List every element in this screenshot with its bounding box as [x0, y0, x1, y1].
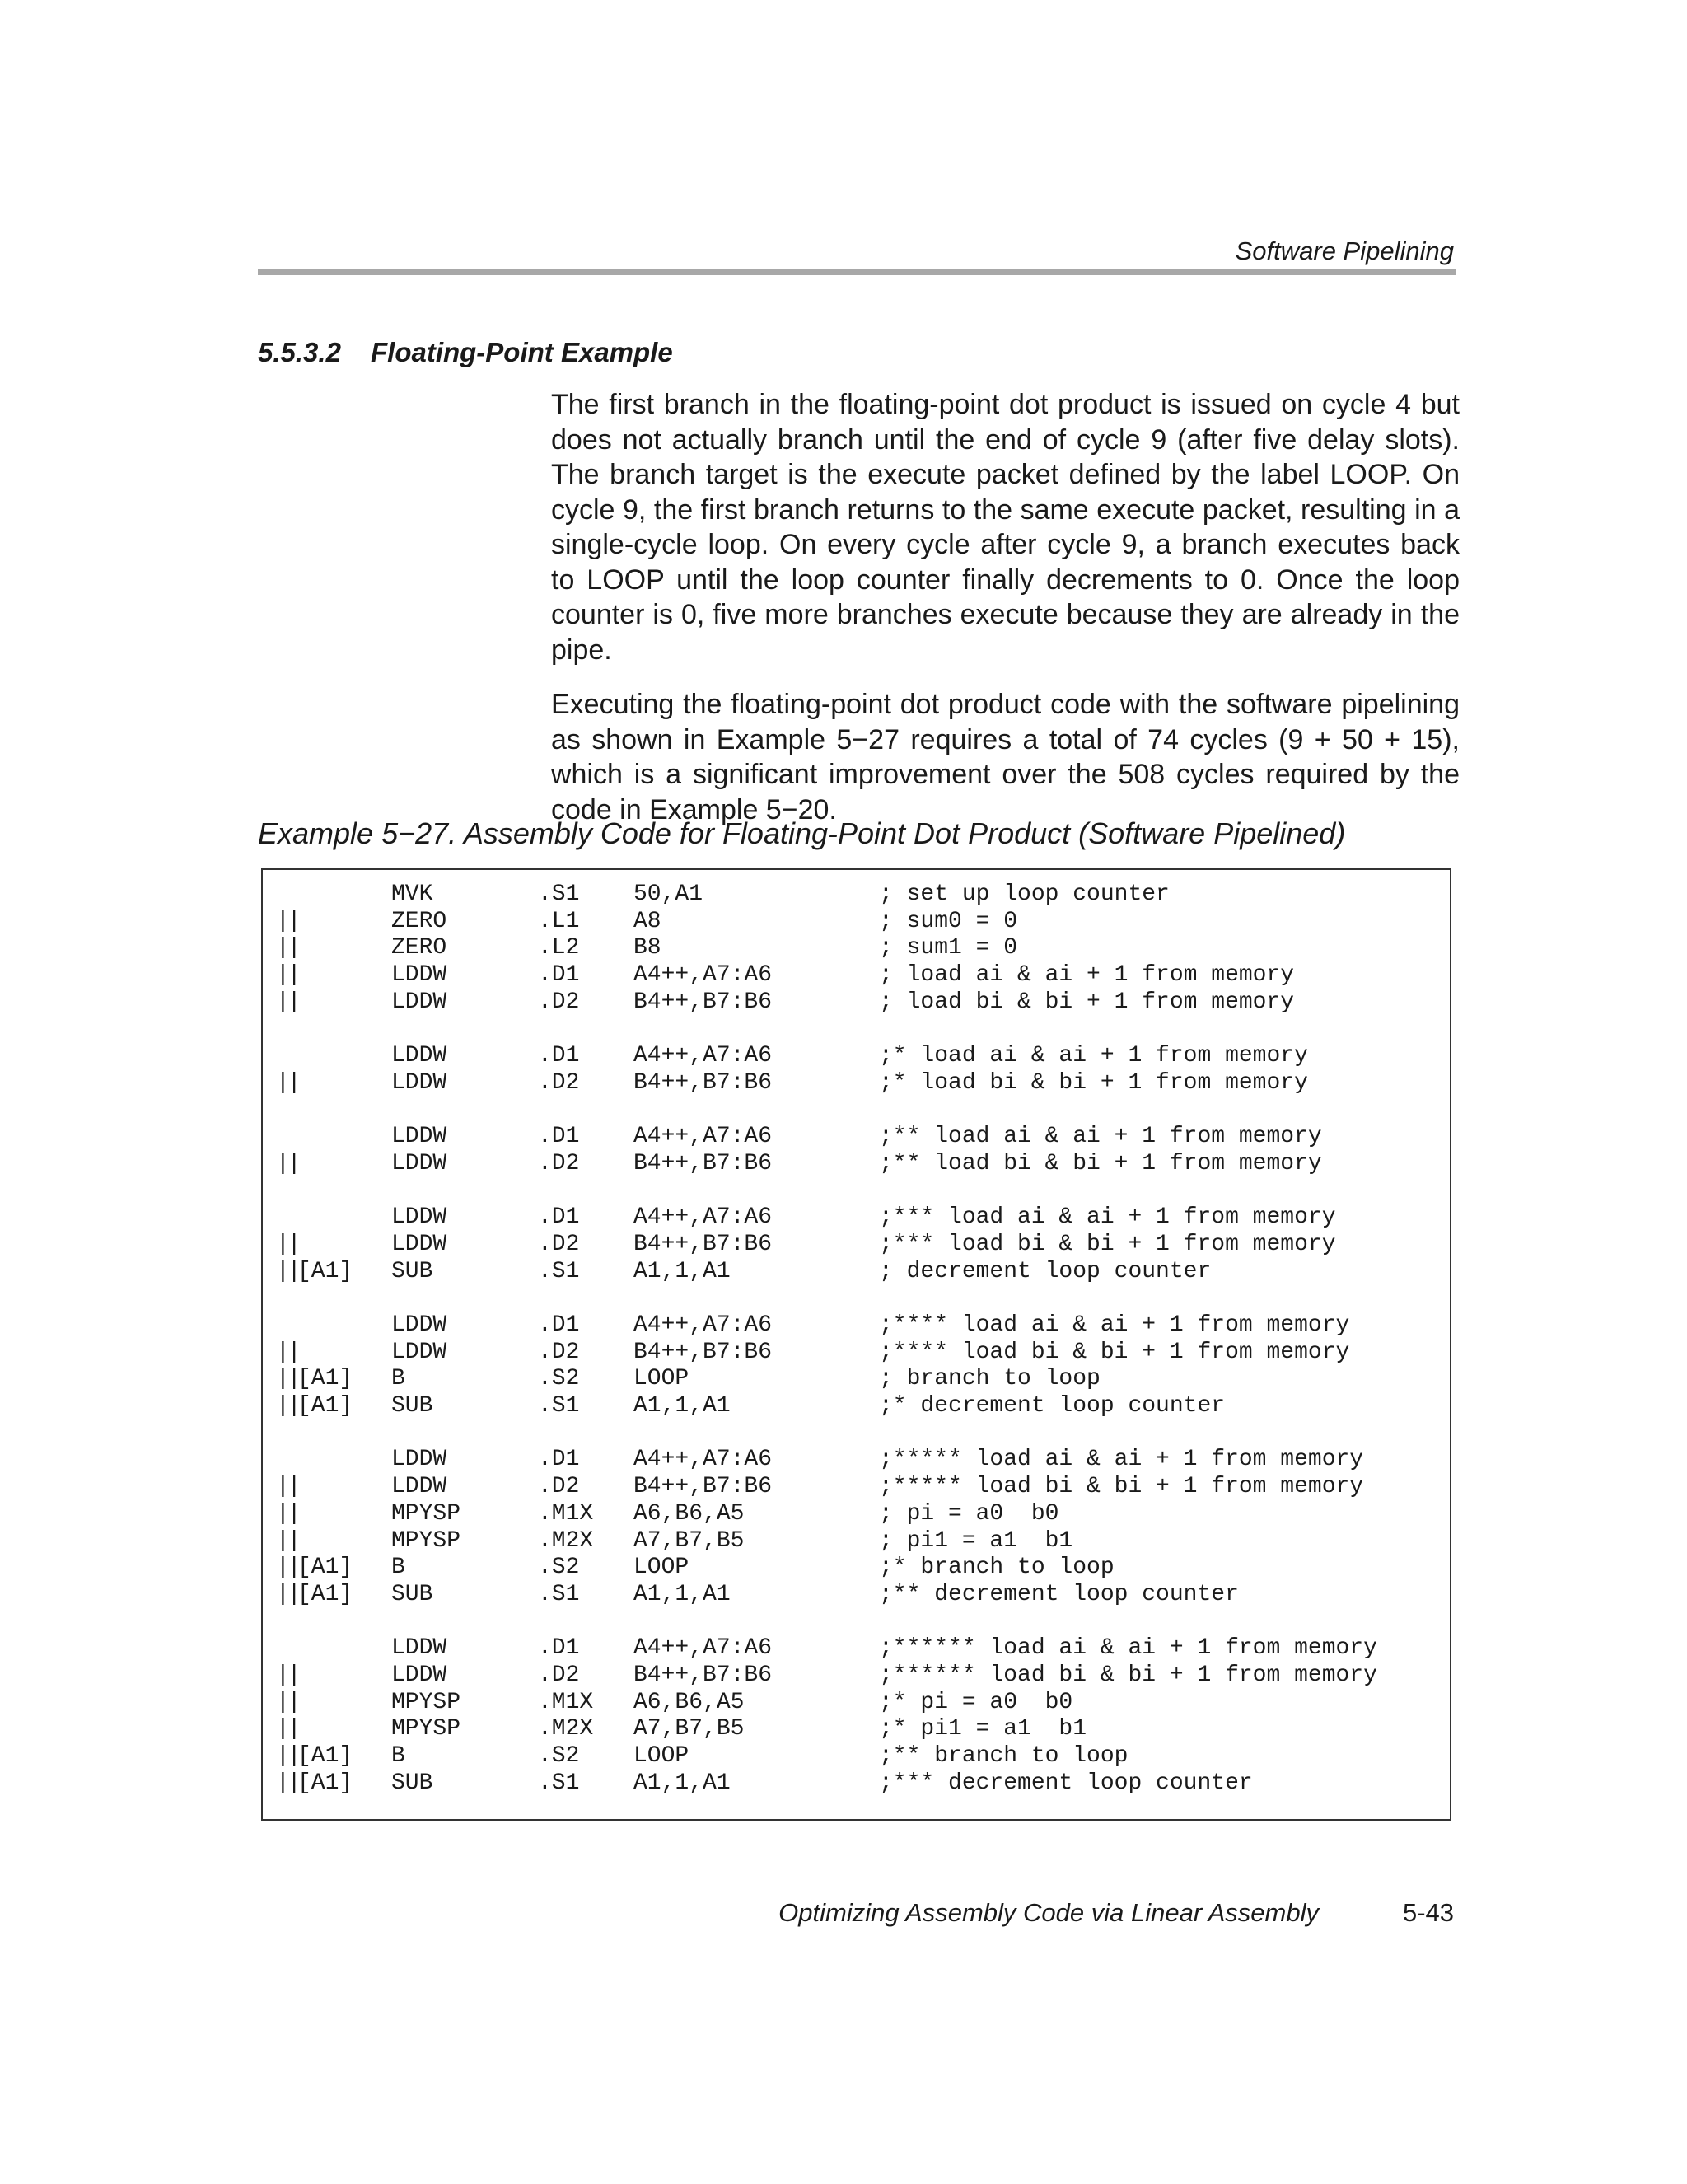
- header-rule: [258, 269, 1456, 275]
- code-comment: ; pi = a0 b0: [879, 1500, 1059, 1527]
- opcode: B: [391, 1366, 405, 1392]
- functional-unit: .S1: [538, 1770, 580, 1796]
- operands: B4++,B7:B6: [633, 989, 773, 1015]
- section-title: Floating-Point Example: [371, 337, 673, 367]
- functional-unit: .D2: [538, 1069, 580, 1096]
- functional-unit: .D2: [538, 1339, 580, 1365]
- code-comment: ;**** load bi & bi + 1 from memory: [879, 1339, 1350, 1365]
- operands: A4++,A7:A6: [633, 1043, 773, 1069]
- opcode: SUB: [391, 1258, 433, 1284]
- opcode: ZERO: [391, 935, 447, 961]
- opcode: LDDW: [391, 1204, 447, 1231]
- code-comment: ; decrement loop counter: [879, 1258, 1212, 1284]
- code-comment: ; branch to loop: [879, 1366, 1101, 1392]
- code-comment: ; load ai & ai + 1 from memory: [879, 962, 1295, 989]
- code-comment: ;* load ai & ai + 1 from memory: [879, 1043, 1308, 1069]
- code-comment: ;****** load bi & bi + 1 from memory: [879, 1662, 1377, 1688]
- opcode: LDDW: [391, 962, 447, 989]
- code-comment: ;*** decrement loop counter: [879, 1770, 1253, 1796]
- code-comment: ;* decrement loop counter: [879, 1393, 1226, 1419]
- operands: LOOP: [633, 1555, 689, 1581]
- code-comment: ;** decrement loop counter: [879, 1581, 1239, 1607]
- opcode: ZERO: [391, 908, 447, 934]
- section-heading: [258, 336, 673, 369]
- opcode: LDDW: [391, 1150, 447, 1176]
- opcode: LDDW: [391, 989, 447, 1015]
- functional-unit: .D1: [538, 1447, 580, 1473]
- opcode: MPYSP: [391, 1689, 461, 1715]
- parallel-bars: ||: [276, 1366, 299, 1392]
- opcode: SUB: [391, 1770, 433, 1796]
- section-number: 5.5.3.2: [258, 337, 341, 367]
- code-comment: ;** load bi & bi + 1 from memory: [879, 1150, 1322, 1176]
- functional-unit: .M1X: [538, 1500, 594, 1527]
- functional-unit: .L1: [538, 908, 580, 934]
- parallel-bars: ||: [276, 1069, 299, 1096]
- functional-unit: .S2: [538, 1366, 580, 1392]
- opcode: MPYSP: [391, 1527, 461, 1554]
- parallel-bars: ||: [276, 989, 299, 1015]
- code-comment: ;** branch to loop: [879, 1743, 1129, 1769]
- parallel-bars: ||: [276, 908, 299, 934]
- functional-unit: .D2: [538, 1150, 580, 1176]
- parallel-bars: ||: [276, 962, 299, 989]
- opcode: B: [391, 1555, 405, 1581]
- code-comment: ;***** load ai & ai + 1 from memory: [879, 1447, 1364, 1473]
- operands: B4++,B7:B6: [633, 1339, 773, 1365]
- opcode: MPYSP: [391, 1716, 461, 1742]
- code-comment: ;****** load ai & ai + 1 from memory: [879, 1635, 1377, 1662]
- code-comment: ;***** load bi & bi + 1 from memory: [879, 1474, 1364, 1500]
- functional-unit: .D2: [538, 989, 580, 1015]
- functional-unit: .S1: [538, 1393, 580, 1419]
- functional-unit: .M2X: [538, 1527, 594, 1554]
- code-comment: ;* pi1 = a1 b1: [879, 1716, 1087, 1742]
- code-comment: ;* branch to loop: [879, 1555, 1115, 1581]
- parallel-bars: ||: [276, 1662, 299, 1688]
- functional-unit: .D2: [538, 1474, 580, 1500]
- functional-unit: .D1: [538, 1312, 580, 1338]
- code-comment: ; sum0 = 0: [879, 908, 1018, 934]
- predicate: [A1]: [297, 1393, 353, 1419]
- functional-unit: .S2: [538, 1743, 580, 1769]
- parallel-bars: ||: [276, 1500, 299, 1527]
- code-comment: ;** load ai & ai + 1 from memory: [879, 1124, 1322, 1150]
- operands: A7,B7,B5: [633, 1527, 745, 1554]
- opcode: LDDW: [391, 1474, 447, 1500]
- parallel-bars: ||: [276, 1339, 299, 1365]
- parallel-bars: ||: [276, 1581, 299, 1607]
- paragraph: Executing the floating-point dot product code with the software pipelining as shown in Example 5−27 requires a total of 74 cycles (9 + 50 + 15), which is a significant improvement over the 508 cycles required by the code in Example 5−20.: [551, 689, 1460, 825]
- predicate: [A1]: [297, 1366, 353, 1392]
- parallel-bars: ||: [276, 1770, 299, 1796]
- code-comment: ; set up loop counter: [879, 882, 1170, 907]
- parallel-bars: ||: [276, 1258, 299, 1284]
- functional-unit: .L2: [538, 935, 580, 961]
- functional-unit: .M2X: [538, 1716, 594, 1742]
- opcode: SUB: [391, 1393, 433, 1419]
- predicate: [A1]: [297, 1555, 353, 1581]
- code-listing: [261, 868, 1451, 1821]
- operands: A7,B7,B5: [633, 1716, 745, 1742]
- parallel-bars: ||: [276, 1555, 299, 1581]
- opcode: LDDW: [391, 1069, 447, 1096]
- footer-chapter-title: Optimizing Assembly Code via Linear Assembly: [778, 1898, 1319, 1927]
- functional-unit: .D1: [538, 962, 580, 989]
- operands: B8: [633, 935, 661, 961]
- operands: A4++,A7:A6: [633, 1124, 773, 1150]
- functional-unit: .S1: [538, 1258, 580, 1284]
- operands: B4++,B7:B6: [633, 1069, 773, 1096]
- predicate: [A1]: [297, 1581, 353, 1607]
- page-number: 5-43: [1402, 1898, 1454, 1927]
- parallel-bars: ||: [276, 1150, 299, 1176]
- operands: A4++,A7:A6: [633, 962, 773, 989]
- opcode: LDDW: [391, 1635, 447, 1662]
- predicate: [A1]: [297, 1258, 353, 1284]
- opcode: SUB: [391, 1581, 433, 1607]
- running-head: Software Pipelining: [1235, 236, 1454, 265]
- functional-unit: .S2: [538, 1555, 580, 1581]
- predicate: [A1]: [297, 1743, 353, 1769]
- operands: 50,A1: [633, 882, 703, 907]
- functional-unit: .S1: [538, 882, 580, 907]
- parallel-bars: ||: [276, 1231, 299, 1257]
- opcode: LDDW: [391, 1231, 447, 1257]
- code-comment: ;*** load ai & ai + 1 from memory: [879, 1204, 1336, 1231]
- operands: A4++,A7:A6: [633, 1635, 773, 1662]
- functional-unit: .D1: [538, 1043, 580, 1069]
- functional-unit: .M1X: [538, 1689, 594, 1715]
- functional-unit: .D1: [538, 1124, 580, 1150]
- code-comment: ;**** load ai & ai + 1 from memory: [879, 1312, 1350, 1338]
- operands: B4++,B7:B6: [633, 1474, 773, 1500]
- code-comment: ; pi1 = a1 b1: [879, 1527, 1073, 1554]
- example-caption: Example 5−27. Assembly Code for Floating-Point Dot Product (Software Pipelined): [258, 816, 1346, 850]
- code-comment: ;* load bi & bi + 1 from memory: [879, 1069, 1308, 1096]
- functional-unit: .D2: [538, 1662, 580, 1688]
- opcode: MPYSP: [391, 1500, 461, 1527]
- code-comment: ;*** load bi & bi + 1 from memory: [879, 1231, 1336, 1257]
- parallel-bars: ||: [276, 1527, 299, 1554]
- operands: A4++,A7:A6: [633, 1447, 773, 1473]
- operands: A6,B6,A5: [633, 1500, 745, 1527]
- functional-unit: .D2: [538, 1231, 580, 1257]
- functional-unit: .D1: [538, 1635, 580, 1662]
- operands: LOOP: [633, 1366, 689, 1392]
- opcode: LDDW: [391, 1043, 447, 1069]
- operands: A4++,A7:A6: [633, 1312, 773, 1338]
- operands: A1,1,A1: [633, 1393, 731, 1419]
- opcode: B: [391, 1743, 405, 1769]
- parallel-bars: ||: [276, 1474, 299, 1500]
- code-comment: ; sum1 = 0: [879, 935, 1018, 961]
- functional-unit: .S1: [538, 1581, 580, 1607]
- parallel-bars: ||: [276, 1689, 299, 1715]
- parallel-bars: ||: [276, 1393, 299, 1419]
- opcode: LDDW: [391, 1447, 447, 1473]
- parallel-bars: ||: [276, 935, 299, 961]
- opcode: LDDW: [391, 1312, 447, 1338]
- operands: A1,1,A1: [633, 1581, 731, 1607]
- functional-unit: .D1: [538, 1204, 580, 1231]
- opcode: LDDW: [391, 1339, 447, 1365]
- parallel-bars: ||: [276, 1716, 299, 1742]
- parallel-bars: ||: [276, 1743, 299, 1769]
- operands: A4++,A7:A6: [633, 1204, 773, 1231]
- operands: B4++,B7:B6: [633, 1231, 773, 1257]
- operands: B4++,B7:B6: [633, 1150, 773, 1176]
- paragraph: The first branch in the floating-point dot product is issued on cycle 4 but does not actually branch until the end of cycle 9 (after five delay slots). The branch target is the execute packet defined by the label LOOP. On cycle 9, the first branch returns to the same execute packet, resulting in a single-cycle loop. On every cycle after cycle 9, a branch executes back to LOOP until the loop counter finally decrements to 0. Once the loop counter is 0, five more branches execute because they are already in the pipe.: [551, 389, 1460, 666]
- code-comment: ; load bi & bi + 1 from memory: [879, 989, 1295, 1015]
- operands: A1,1,A1: [633, 1258, 731, 1284]
- operands: A8: [633, 908, 661, 934]
- operands: B4++,B7:B6: [633, 1662, 773, 1688]
- operands: LOOP: [633, 1743, 689, 1769]
- opcode: LDDW: [391, 1124, 447, 1150]
- code-comment: ;* pi = a0 b0: [879, 1689, 1073, 1715]
- predicate: [A1]: [297, 1770, 353, 1796]
- operands: A6,B6,A5: [633, 1689, 745, 1715]
- operands: A1,1,A1: [633, 1770, 731, 1796]
- body-text: [551, 387, 1460, 847]
- opcode: LDDW: [391, 1662, 447, 1688]
- opcode: MVK: [391, 882, 433, 907]
